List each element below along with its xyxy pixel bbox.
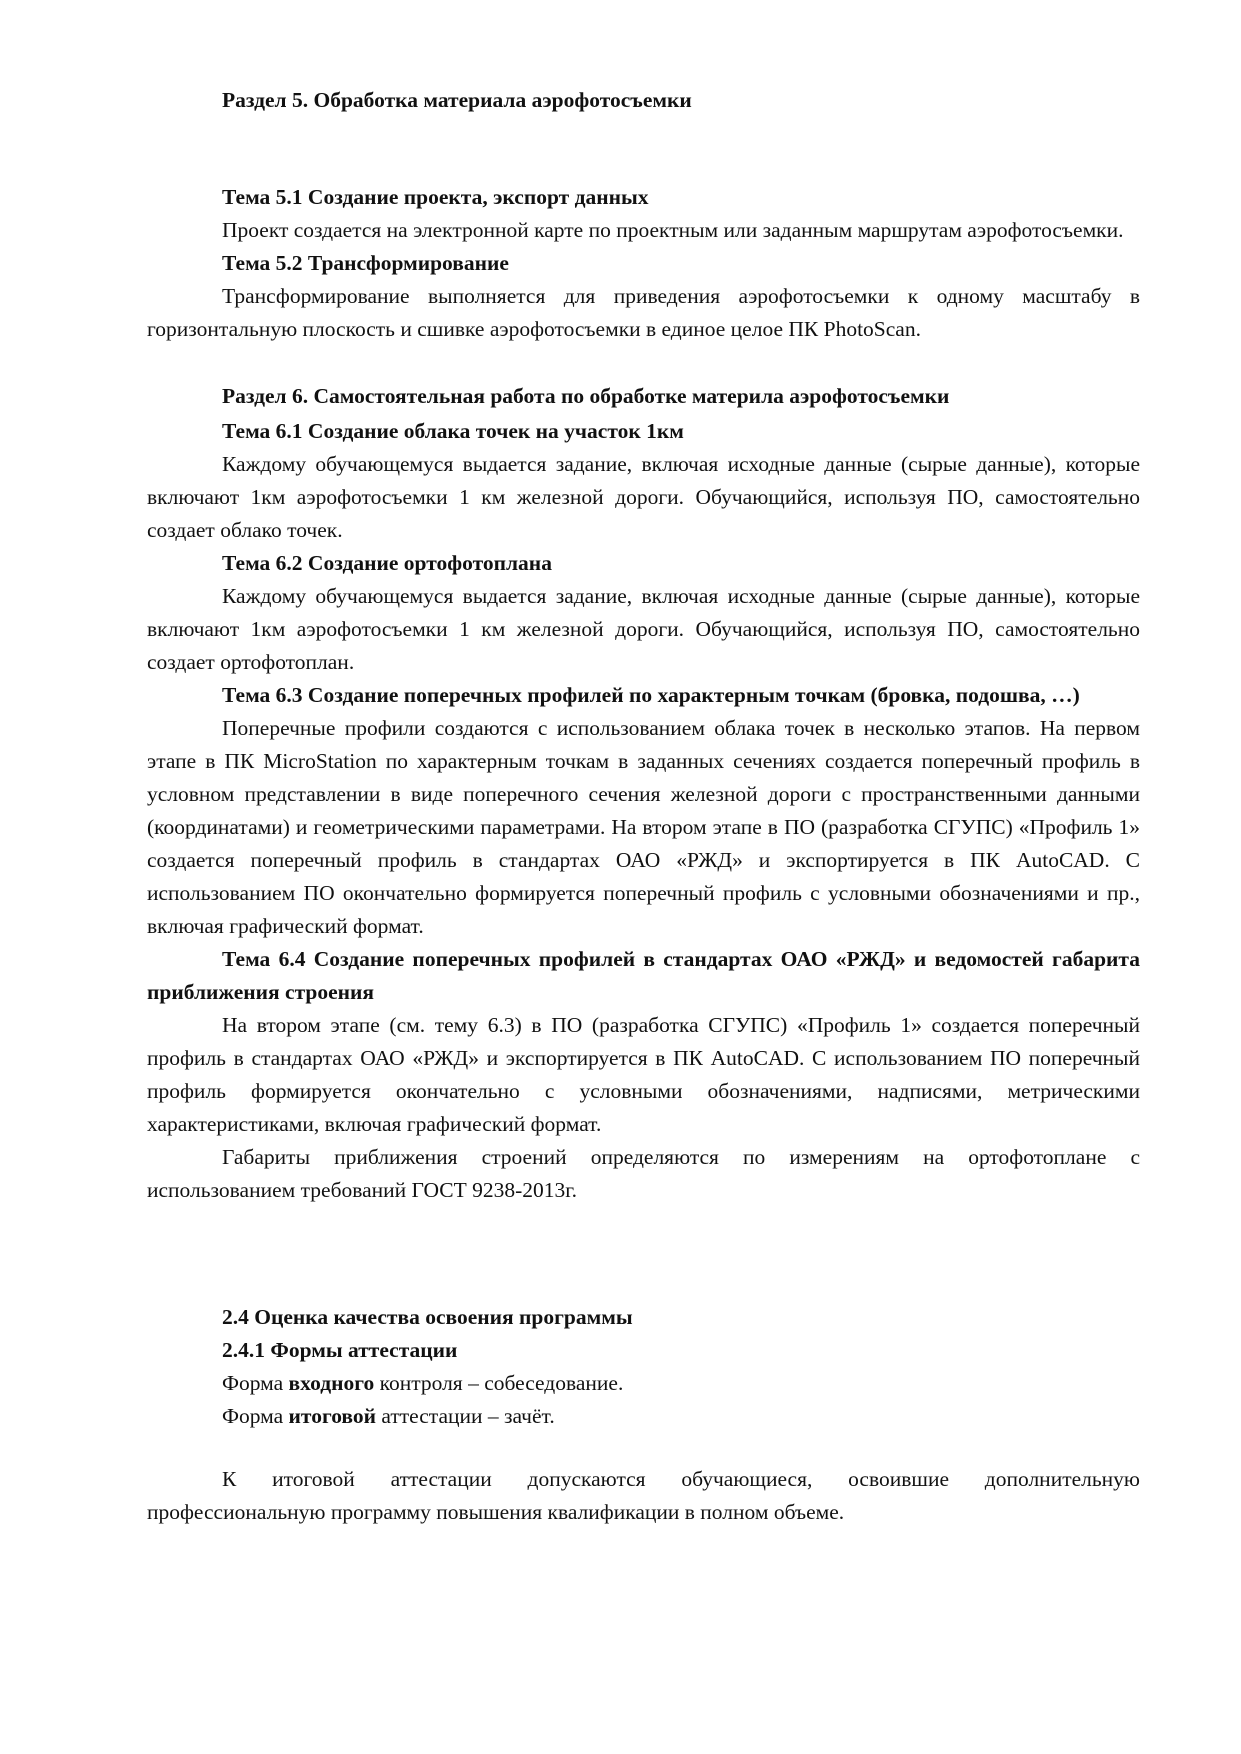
topic-5-1-heading: Тема 5.1 Создание проекта, экспорт данных xyxy=(222,185,649,209)
admission-text: К итоговой аттестации допускаются обучающиеся, освоившие дополнительную профессиональную программу повышения квалификации в полном объеме. xyxy=(147,1467,1140,1524)
topic-6-4-heading: Тема 6.4 Создание поперечных профилей в стандартах ОАО «РЖД» и ведомостей габарита приближения строения xyxy=(147,947,1140,1004)
topic-6-2-heading: Тема 6.2 Создание ортофотоплана xyxy=(222,551,552,575)
section-5-heading: Раздел 5. Обработка материала аэрофотосъемки xyxy=(222,88,692,112)
final-attestation-suffix: аттестации – зачёт. xyxy=(376,1404,555,1428)
entry-control-bold: входного xyxy=(288,1371,375,1395)
topic-5-2-heading: Тема 5.2 Трансформирование xyxy=(222,251,509,275)
attestation-forms-heading: 2.4.1 Формы аттестации xyxy=(222,1338,458,1362)
section-6-heading: Раздел 6. Самостоятельная работа по обработке материла аэрофотосъемки xyxy=(222,384,950,408)
topic-6-3-heading: Тема 6.3 Создание поперечных профилей по характерным точкам (бровка, подошва, …) xyxy=(222,683,1080,707)
topic-6-3-text: Поперечные профили создаются с использованием облака точек в несколько этапов. На первом этапе в ПК MicroStation по характерным точкам в заданных сечениях создается поперечный профиль в условном представлении в виде поперечного сечения железной дороги с пространственными данными (координатами) и геометрическими параметрами. На втором этапе в ПО (разработка СГУПС) «Профиль 1» создается поперечный профиль в стандартах ОАО «РЖД» и экспортируется в ПК AutoCAD. С использованием ПО окончательно формируется поперечный профиль с условными обозначениями и пр., включая графический формат. xyxy=(147,716,1140,938)
document-page xyxy=(147,84,1140,1529)
entry-control-line xyxy=(147,1367,1140,1400)
entry-control-suffix: контроля – собеседование. xyxy=(374,1371,624,1395)
topic-6-2-text: Каждому обучающемуся выдается задание, включая исходные данные (сырые данные), которые включают 1км аэрофотосъемки 1 км железной дороги. Обучающийся, используя ПО, самостоятельно создает ортофотоплан. xyxy=(147,584,1140,674)
topic-6-4-text: На втором этапе (см. тему 6.3) в ПО (разработка СГУПС) «Профиль 1» создается поперечный профиль в стандартах ОАО «РЖД» и экспортируется в ПК AutoCAD. С использованием ПО поперечный профиль формируется окончательно с условными обозначениями, надписями, метрическими характеристиками, включая графический формат. xyxy=(147,1013,1140,1136)
final-attestation-line xyxy=(147,1400,1140,1433)
entry-control-prefix: Форма xyxy=(222,1371,289,1395)
assessment-heading: 2.4 Оценка качества освоения программы xyxy=(222,1305,633,1329)
topic-6-1-heading: Тема 6.1 Создание облака точек на участок 1км xyxy=(222,419,684,443)
final-attestation-prefix: Форма xyxy=(222,1404,289,1428)
topic-6-1-text: Каждому обучающемуся выдается задание, включая исходные данные (сырые данные), которые включают 1км аэрофотосъемки 1 км железной дороги. Обучающийся, используя ПО, самостоятельно создает облако точек. xyxy=(147,452,1140,542)
topic-5-1-text: Проект создается на электронной карте по проектным или заданным маршрутам аэрофотосъемки. xyxy=(222,218,1124,242)
final-attestation-bold: итоговой xyxy=(288,1404,377,1428)
topic-5-2-text: Трансформирование выполняется для приведения аэрофотосъемки к одному масштабу в горизонтальную плоскость и сшивке аэрофотосъемки в единое целое ПК PhotoScan. xyxy=(147,284,1140,341)
topic-6-4-text-2: Габариты приближения строений определяются по измерениям на ортофотоплане с использованием требований ГОСТ 9238-2013г. xyxy=(147,1145,1140,1202)
